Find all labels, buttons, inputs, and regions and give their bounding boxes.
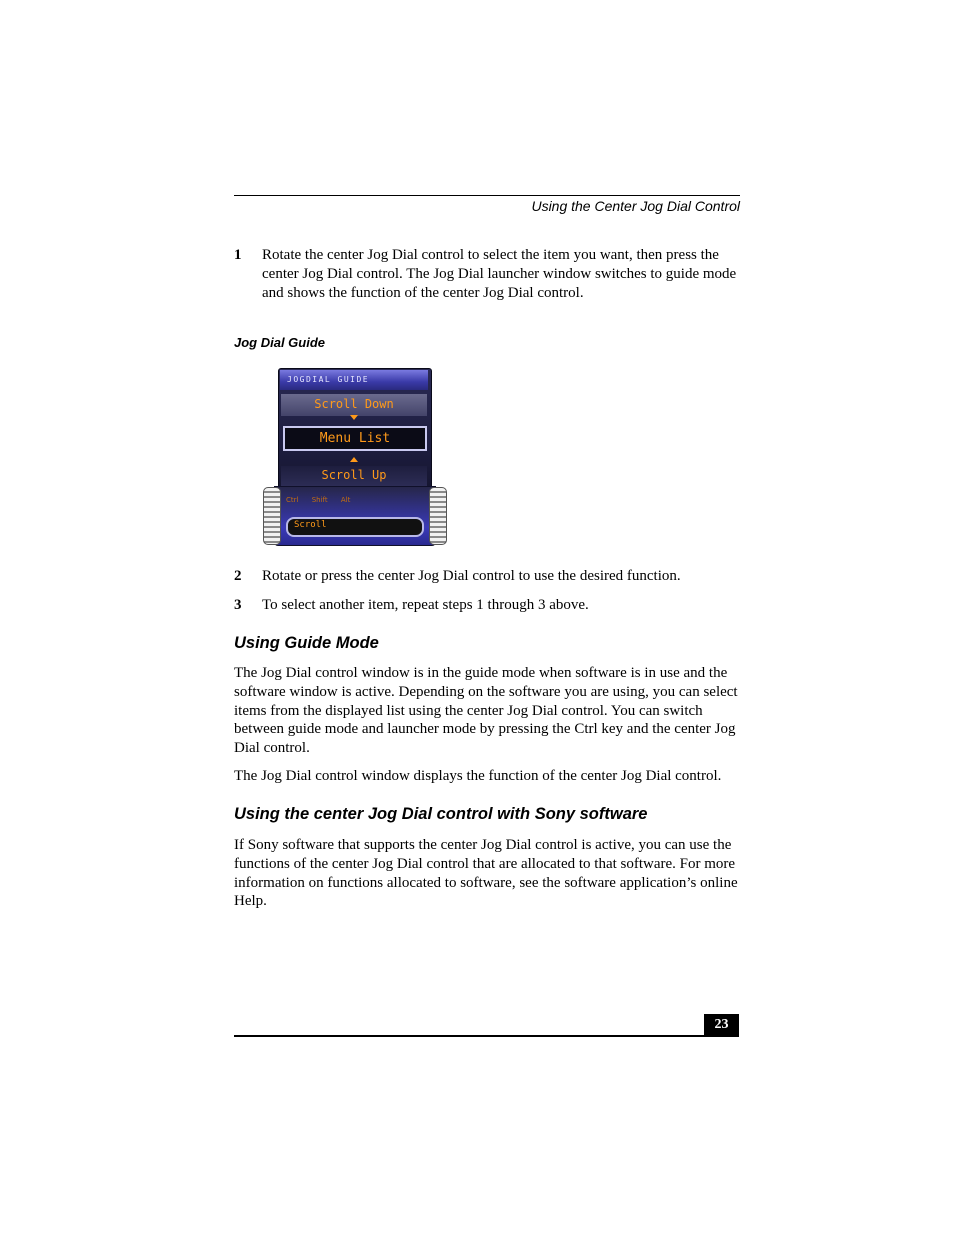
step-1 bbox=[234, 246, 740, 303]
arrow-down-icon bbox=[350, 415, 358, 420]
section-heading-guide-mode: Using Guide Mode bbox=[234, 634, 379, 652]
mode-indicator bbox=[286, 517, 424, 537]
paragraph: The Jog Dial control window displays the function of the center Jog Dial control. bbox=[234, 768, 722, 784]
footer-rule bbox=[234, 1035, 739, 1037]
mode-label: Scroll bbox=[294, 520, 327, 530]
step-2 bbox=[234, 567, 740, 586]
left-dial-knob-icon[interactable] bbox=[263, 487, 281, 545]
step-number: 1 bbox=[234, 247, 242, 263]
window-title: JOGDIAL GUIDE bbox=[287, 375, 370, 384]
modifier-ctrl: Ctrl bbox=[286, 496, 299, 504]
page-number: 23 bbox=[704, 1014, 739, 1036]
step-number: 3 bbox=[234, 597, 242, 613]
modifier-shift: Shift bbox=[311, 496, 328, 504]
figure-caption: Jog Dial Guide bbox=[234, 335, 326, 350]
modifier-alt: Alt bbox=[340, 496, 351, 504]
window-titlebar bbox=[280, 370, 428, 390]
section-heading-sony-software: Using the center Jog Dial control with Sony software bbox=[234, 805, 648, 823]
header-rule bbox=[234, 195, 740, 196]
menu-item-scroll-up[interactable]: Scroll Up bbox=[281, 466, 427, 486]
step-text: To select another item, repeat steps 1 through 3 above. bbox=[262, 597, 589, 613]
paragraph: The Jog Dial control window is in the guide mode when software is in use and the software window is active. Depending on the software you are using, you can select items from the displayed list using the center Jog Dial control. You can switch between guide mode and launcher mode by pressing the Ctrl key and the center Jog Dial control. bbox=[234, 665, 738, 757]
jog-dial-guide-window bbox=[262, 368, 446, 546]
step-3 bbox=[234, 596, 740, 615]
menu-item-scroll-down[interactable]: Scroll Down bbox=[281, 394, 427, 416]
step-text: Rotate the center Jog Dial control to select the item you want, then press the center Jog Dial control. The Jog Dial launcher window switches to guide mode and shows the function of the center Jog Dial control. bbox=[262, 247, 737, 301]
step-text: Rotate or press the center Jog Dial control to use the desired function. bbox=[262, 568, 681, 584]
modifier-keys bbox=[286, 496, 361, 504]
paragraph: If Sony software that supports the center Jog Dial control is active, you can use the functions of the center Jog Dial control that are allocated to that software. For more information on functions allocated to software, see the software application’s online Help. bbox=[234, 837, 738, 910]
menu-item-selected[interactable]: Menu List bbox=[283, 426, 427, 451]
step-number: 2 bbox=[234, 568, 242, 584]
arrow-up-icon bbox=[350, 457, 358, 462]
running-header: Using the Center Jog Dial Control bbox=[531, 198, 740, 214]
right-dial-knob-icon[interactable] bbox=[429, 487, 447, 545]
dial-base bbox=[274, 486, 436, 546]
